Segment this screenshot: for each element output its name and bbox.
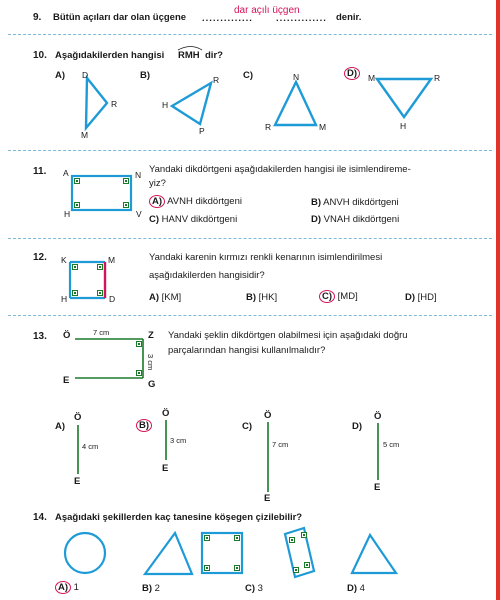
q10-d-pt3: H [400, 121, 407, 131]
q12-option-b: B) [HK] [246, 292, 278, 303]
q14-circle [65, 533, 105, 573]
q13-option-a-label: A) [55, 421, 66, 432]
q10-option-b-label: B) [140, 70, 151, 81]
q12-corner-tl: K [61, 255, 67, 265]
right-angle-icon [293, 567, 299, 573]
q9-text-b: denir. [336, 12, 362, 23]
q12-option-d: D) [HD] [405, 292, 437, 303]
q10-option-c-label: C) [243, 70, 254, 81]
q12-text-line1: Yandaki karenin kırmızı renkli kenarının isimlendirilmesi [149, 252, 383, 263]
q11-text-line2: yiz? [149, 178, 166, 189]
q10-b-pt2: H [162, 100, 169, 110]
q13-pt-g: G [148, 379, 156, 390]
q10-option-a-label: A) [55, 70, 66, 81]
q13-text-line1: Yandaki şeklin dikdörtgen olabilmesi için aşağıdaki doğru [168, 330, 408, 341]
q13-pt-e: E [63, 375, 70, 386]
q10-option-d-label: D) [344, 68, 360, 79]
q13-top-length: 7 cm [93, 328, 110, 337]
q13-a-top: Ö [74, 412, 82, 423]
q10-text-end: dir? [205, 50, 223, 61]
q12-corner-bl: H [61, 294, 68, 304]
q10-c-pt1: N [293, 72, 300, 82]
q13-pt-z: Z [148, 330, 154, 341]
q11-number: 11. [33, 166, 47, 177]
q14-option-c: C) 3 [245, 583, 263, 594]
q11-corner-tl: A [63, 168, 69, 178]
q14-option-d: D) 4 [347, 583, 365, 594]
q11-option-a: A) AVNH dikdörtgeni [149, 196, 242, 208]
q14-rectangle [285, 528, 314, 577]
q14-right-triangle [145, 533, 192, 574]
q13-option-c-label: C) [242, 421, 253, 432]
q9-number: 9. [33, 12, 42, 23]
right-angle-icon [204, 535, 210, 541]
q10-d-pt2: R [434, 73, 441, 83]
q12-number: 12. [33, 252, 47, 263]
q10-b-pt3: P [199, 126, 205, 136]
q9-dots-b: .............. [276, 13, 327, 24]
q13-d-bottom: E [374, 482, 381, 493]
q11-corner-bl: H [64, 209, 71, 219]
q13-side-length: 3 cm [146, 354, 155, 371]
q13-a-length: 4 cm [82, 442, 99, 451]
q14-number: 14. [33, 512, 47, 523]
q10-notation: RMH [178, 50, 200, 61]
q12-corner-tr: M [108, 255, 116, 265]
q13-c-length: 7 cm [272, 440, 289, 449]
right-angle-icon [204, 565, 210, 571]
q10-a-pt3: M [81, 130, 89, 140]
right-angle-icon [304, 562, 310, 568]
q13-b-bottom: E [162, 463, 169, 474]
q10-text: Aşağıdakilerden hangisi [55, 50, 165, 61]
q13-c-top: Ö [264, 410, 272, 421]
right-angle-icon [301, 532, 307, 538]
q10-c-pt3: M [319, 122, 327, 132]
right-angle-icon [234, 565, 240, 571]
q13-d-length: 5 cm [383, 440, 400, 449]
q12-option-a: A) [KM] [149, 292, 182, 303]
q13-b-top: Ö [162, 408, 170, 419]
q10-a-pt1: D [82, 70, 89, 80]
q13-d-top: Ö [374, 411, 382, 422]
q12-text-line2: aşağıdakilerden hangisidir? [149, 270, 265, 281]
q13-number: 13. [33, 331, 47, 342]
q13-option-d-label: D) [352, 421, 363, 432]
q11-corner-br: V [136, 209, 142, 219]
q9-dots-a: .............. [202, 13, 253, 24]
q10-number: 10. [33, 50, 47, 61]
q14-option-b: B) 2 [142, 583, 160, 594]
q14-triangle [352, 535, 396, 573]
q11-corner-tr: N [135, 170, 142, 180]
q13-pt-o: Ö [63, 330, 71, 341]
q10-c-pt2: R [265, 122, 272, 132]
q14-option-a: A) 1 [55, 582, 79, 594]
q11-option-b: B) ANVH dikdörtgeni [311, 197, 399, 208]
q12-option-c: C) [MD] [319, 291, 358, 303]
q11-option-d: D) VNAH dikdörtgeni [311, 214, 400, 225]
right-angle-icon [234, 535, 240, 541]
page-edge-border [496, 0, 500, 600]
q11-option-c: C) HANV dikdörtgeni [149, 214, 238, 225]
q11-text-line1: Yandaki dikdörtgeni aşağıdakilerden hangisi ile isimlendireme- [149, 164, 411, 175]
q13-a-bottom: E [74, 476, 81, 487]
q12-corner-br: D [109, 294, 116, 304]
q14-text: Aşağıdaki şekillerden kaç tanesine köşegen çizilebilir? [55, 512, 303, 523]
q10-d-pt1: M [368, 73, 376, 83]
q10-b-pt1: R [213, 75, 220, 85]
q13-c-bottom: E [264, 493, 271, 504]
q13-option-b-label: B) [136, 420, 152, 431]
q13-text-line2: parçalarından hangisi kullanılmalıdır? [168, 345, 326, 356]
q9-answer: dar açılı üçgen [234, 5, 300, 16]
q9-text-a: Bütün açıları dar olan üçgene [53, 12, 187, 23]
q13-b-length: 3 cm [170, 436, 187, 445]
right-angle-icon [289, 537, 295, 543]
q10-a-pt2: R [111, 99, 118, 109]
